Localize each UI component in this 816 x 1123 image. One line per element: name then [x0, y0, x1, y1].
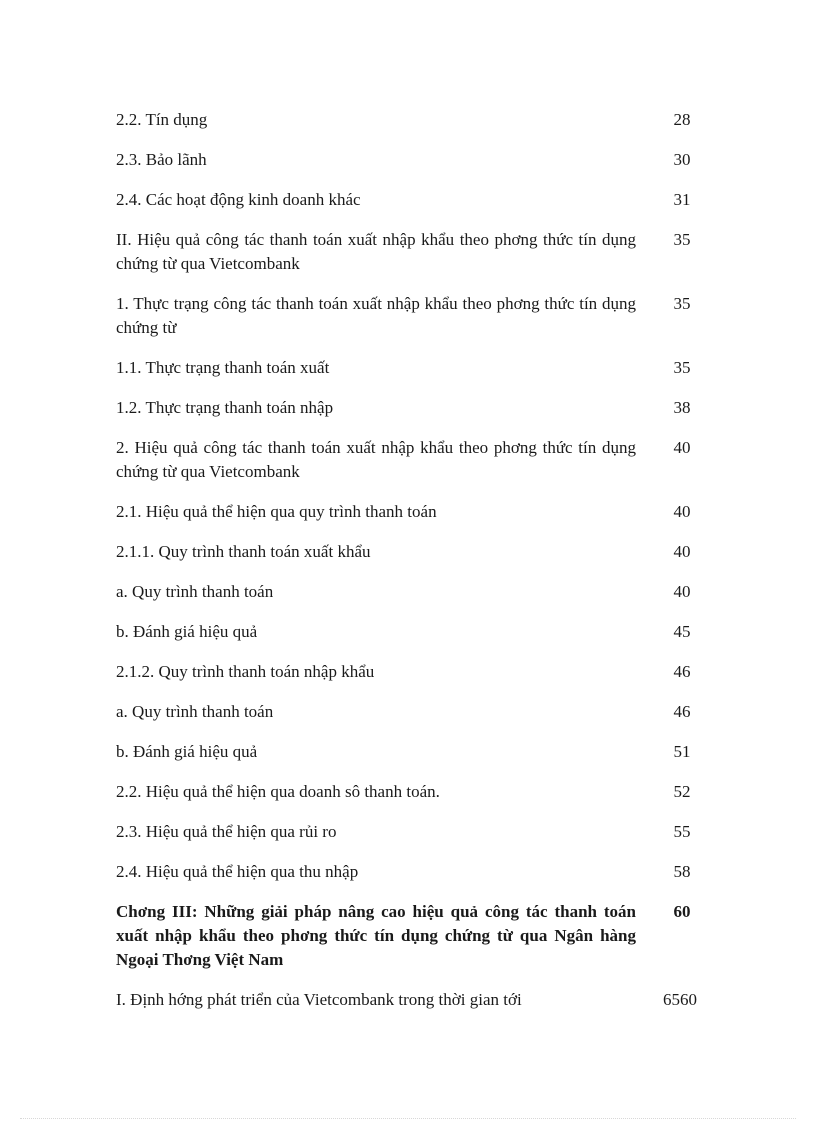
toc-entry-page: 40: [673, 438, 691, 457]
toc-entry-title: 2.3. Hiệu quả thể hiện qua rủi ro: [116, 822, 337, 841]
toc-entry-title: 2.1. Hiệu quả thể hiện qua quy trình thanh toán: [116, 502, 437, 521]
toc-entry: [116, 740, 716, 764]
toc-entry-page: 55: [673, 822, 691, 841]
toc-entry-page: 6560: [663, 990, 697, 1009]
toc-entry-page: 31: [673, 190, 691, 209]
toc-entry-title: Chơng III: Những giải pháp nâng cao hiệu quả công tác thanh toán xuất nhập khẩu theo phơng thức tín dụng chứng từ qua Ngân hàng Ngoại Thơng Việt Nam: [116, 902, 636, 969]
toc-entry: [116, 228, 716, 276]
toc-entry: [116, 540, 716, 564]
toc-entry-title: 2.4. Các hoạt động kinh doanh khác: [116, 190, 361, 209]
toc-entry: [116, 988, 716, 1012]
toc-entry-title: a. Quy trình thanh toán: [116, 582, 274, 601]
toc-entry-page: 52: [673, 782, 691, 801]
toc-entry: [116, 860, 716, 884]
toc-entry-title: 2.2. Hiệu quả thể hiện qua doanh sô thanh toán.: [116, 782, 440, 801]
toc-entry-title: 2.4. Hiệu quả thể hiện qua thu nhập: [116, 862, 359, 881]
toc-entry: [116, 148, 716, 172]
toc-entry: [116, 292, 716, 340]
toc-entry-title: 2. Hiệu quả công tác thanh toán xuất nhập khẩu theo phơng thức tín dụng chứng từ qua Vietcombank: [116, 438, 636, 481]
toc-entry-page: 30: [673, 150, 691, 169]
toc-entry: [116, 660, 716, 684]
toc-entry-page: 35: [673, 230, 691, 249]
toc-entry-page: 28: [673, 110, 691, 129]
toc-entry: [116, 820, 716, 844]
toc-entry-page: 38: [673, 398, 691, 417]
toc-entry-page: 35: [673, 358, 691, 377]
toc-entry-title: a. Quy trình thanh toán: [116, 702, 274, 721]
toc-entry-page: 46: [673, 662, 691, 681]
page-bottom-divider: [20, 1118, 796, 1119]
toc-entry-title: b. Đánh giá hiệu quả: [116, 742, 258, 761]
toc-entry-title: 2.3. Bảo lãnh: [116, 150, 207, 169]
toc-entry-page: 45: [673, 622, 691, 641]
toc-entry-title: 2.1.1. Quy trình thanh toán xuất khẩu: [116, 542, 371, 561]
table-of-contents: [116, 108, 716, 1028]
toc-entry: [116, 356, 716, 380]
toc-entry-title: 1. Thực trạng công tác thanh toán xuất nhập khẩu theo phơng thức tín dụng chứng từ: [116, 294, 636, 337]
toc-chapter-entry: [116, 900, 716, 972]
toc-entry-page: 58: [673, 862, 691, 881]
toc-entry-page: 40: [673, 542, 691, 561]
toc-entry-page: 40: [673, 502, 691, 521]
toc-entry: [116, 436, 716, 484]
toc-entry: [116, 396, 716, 420]
toc-entry-title: 2.1.2. Quy trình thanh toán nhập khẩu: [116, 662, 375, 681]
toc-entry-title: 1.2. Thực trạng thanh toán nhập: [116, 398, 334, 417]
toc-entry: [116, 188, 716, 212]
toc-entry-page: 46: [673, 702, 691, 721]
toc-entry: [116, 620, 716, 644]
toc-entry-page: 60: [673, 902, 691, 921]
toc-entry: [116, 108, 716, 132]
toc-entry-title: b. Đánh giá hiệu quả: [116, 622, 258, 641]
toc-entry: [116, 780, 716, 804]
toc-entry: [116, 580, 716, 604]
toc-entry-page: 51: [673, 742, 691, 761]
toc-entry-title: 2.2. Tín dụng: [116, 110, 208, 129]
toc-entry: [116, 700, 716, 724]
toc-entry-page: 35: [673, 294, 691, 313]
toc-entry-title: 1.1. Thực trạng thanh toán xuất: [116, 358, 330, 377]
toc-entry-page: 40: [673, 582, 691, 601]
toc-entry: [116, 500, 716, 524]
toc-entry-title: II. Hiệu quả công tác thanh toán xuất nhập khẩu theo phơng thức tín dụng chứng từ qua Vietcombank: [116, 230, 636, 273]
toc-entry-title: I. Định hớng phát triển của Vietcombank trong thời gian tới: [116, 990, 522, 1009]
